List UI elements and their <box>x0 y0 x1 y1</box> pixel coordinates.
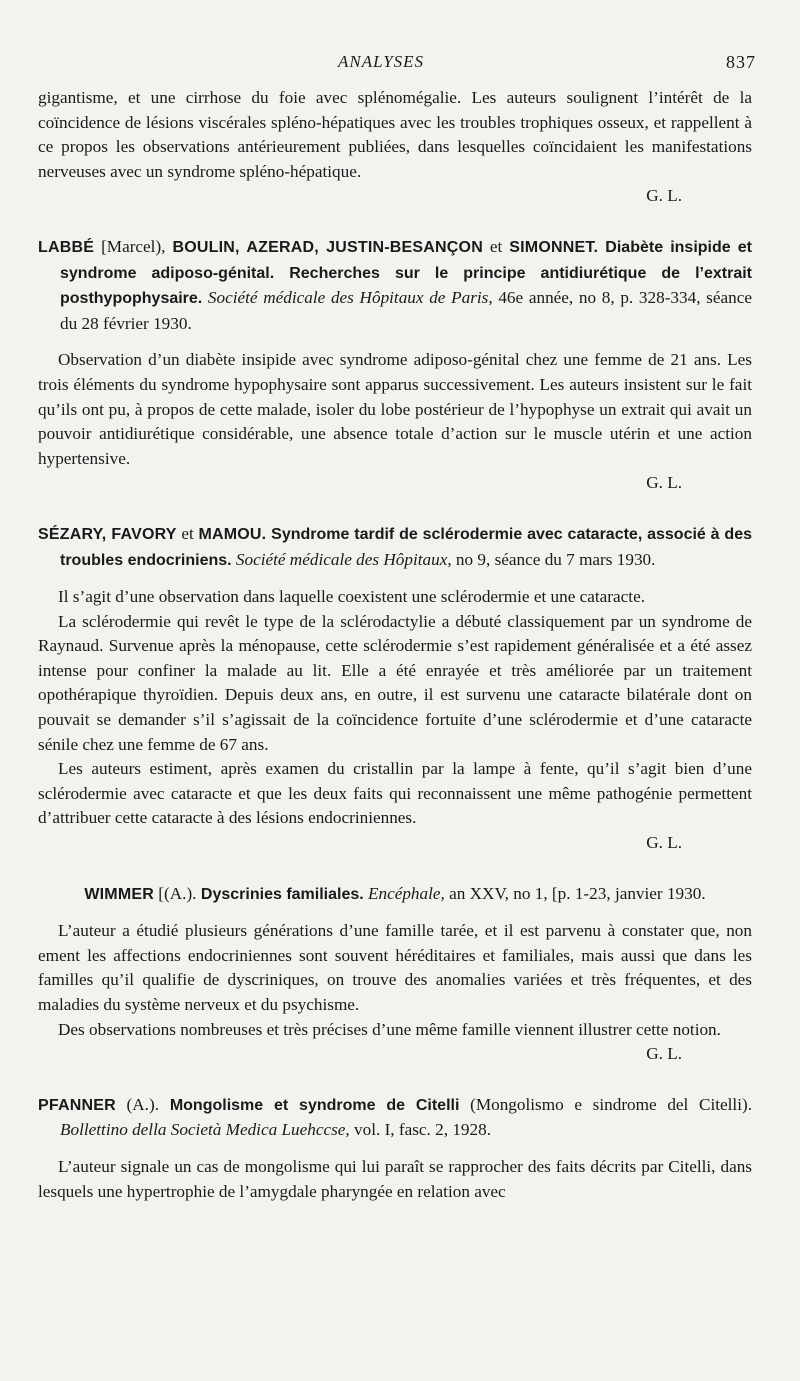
journal-name: Société médicale des Hôpitaux, <box>231 549 452 569</box>
page-number: 837 <box>726 52 756 72</box>
abstract-paragraph: Il s’agit d’une observation dans laquelle coexistent une sclérodermie et une cataracte. <box>58 587 645 607</box>
signature: G. L. <box>646 833 682 853</box>
journal-name: Société médicale des Hôpitaux de Paris, <box>202 288 493 308</box>
authors: SÉZARY, FAVORY <box>38 525 177 543</box>
signature: G. L. <box>646 1044 682 1064</box>
authors: SIMONNET. <box>509 238 599 256</box>
signature: G. L. <box>646 186 682 206</box>
abstract-paragraph: Observation d’un diabète insipide avec syndrome adiposo-génital chez une femme de 21 ans. Les trois éléments du syndrome hypophysaire sont apparus successivement. Les auteurs insistent sur le fait qu’ils ont pu, à propos de cette malade, isoler du lobe postérieur de l’hypophyse un extrait qui avait un pouvoir antidiurétique considérable, une absence totale d’action sur le muscle utérin et une action hypertensive. <box>38 350 752 468</box>
authors: BOULIN, AZERAD, JUSTIN-BESANÇON <box>172 238 483 256</box>
abstract-paragraph: La sclérodermie qui revêt le type de la sclérodactylie a débuté classiquement par un syndrome de Raynaud. Survenue après la ménopause, cette sclérodermie s’est rapidement généralisée et a été assez intense pour confiner la malade au lit. Elle a été enrayée et très améliorée par un traitement opothérapique thyroïdien. Depuis deux ans, en outre, il est survenu une cataracte bilatérale dont on pouvait se demander s’il s’agissait de la coïncidence fortuite d’une sclérodermie et d’une cataracte sénile chez une femme de 67 ans. <box>38 611 752 754</box>
author-firstname: (A.). <box>115 1094 159 1114</box>
journal-name: Bollettino della Società Medica Luehccse, <box>60 1120 350 1140</box>
signature: G. L. <box>646 473 682 493</box>
review-entry <box>38 1093 752 1204</box>
article-title: Dyscrinies familiales. <box>196 885 364 903</box>
citation: an XXV, no 1, [p. 1-23, janvier 1930. <box>444 883 706 903</box>
author-firstname: [Marcel), <box>94 236 173 256</box>
abstract-paragraph: Des observations nombreuses et très précises d’une même famille viennent illustrer cette notion. <box>58 1019 721 1039</box>
translated-title: (Mongolismo e sindrome del Citelli). <box>459 1094 752 1114</box>
citation: no 9, séance du 7 mars 1930. <box>451 549 656 569</box>
abstract-paragraph: Les auteurs estiment, après examen du cristallin par la lampe à fente, qu’il s’agit bien d’une sclérodermie avec cataracte et que les deux faits qui reconnaissent une même pathogénie permettent d’attribuer cette cataracte à des lésions endocriniennes. <box>38 759 752 828</box>
authors: LABBÉ <box>38 238 95 256</box>
article-title: Diabète insipide et syndrome adiposo-génital. Recherches sur le principe antidiurétique de l’extrait posthypophysaire. <box>60 238 753 308</box>
entry-heading <box>38 882 752 908</box>
running-head <box>0 52 800 76</box>
conjunction: et <box>482 236 510 256</box>
journal-name: Encéphale, <box>363 883 445 903</box>
entry-heading <box>38 1093 752 1143</box>
abstract-paragraph: L’auteur a étudié plusieurs générations d’une famille tarée, et il est parvenu à constater que, non ement les affections endocriniennes sont souvent héréditaires et familiales, mais aussi que dans les familles qu’il qualifie de dyscriniques, on trouve des anomalies variées et très fréquentes, et des maladies du système nerveux et du psychisme. <box>38 921 752 1014</box>
review-entry <box>38 882 752 1067</box>
article-title: Syndrome tardif de sclérodermie avec cataracte, associé à des troubles endocriniens. <box>60 525 752 569</box>
running-title: ANALYSES <box>338 52 425 71</box>
article-title: Mongolisme et syndrome de Citelli <box>159 1096 460 1114</box>
entry-heading <box>38 235 753 336</box>
author-firstname: [(A.). <box>154 883 197 903</box>
review-entry <box>38 235 752 496</box>
conjunction: et <box>176 523 199 543</box>
review-entry <box>38 522 752 856</box>
authors: WIMMER <box>84 885 154 903</box>
citation: 46e année, no 8, p. 328-334, séance du 28 février 1930. <box>60 288 752 333</box>
authors: MAMOU. <box>198 525 267 543</box>
abstract-paragraph: L’auteur signale un cas de mongolisme qui lui paraît se rapprocher des faits décrits par Citelli, dans lesquels une hypertrophie de l’amygdale pharyngée en relation avec <box>38 1156 752 1201</box>
article-body <box>38 86 752 1204</box>
entry-heading <box>38 522 752 573</box>
authors: PFANNER <box>38 1096 116 1114</box>
citation: vol. I, fasc. 2, 1928. <box>349 1120 492 1140</box>
continuation-paragraph: gigantisme, et une cirrhose du foie avec splénomégalie. Les auteurs soulignent l’intérêt de la coïncidence de lésions viscérales spléno-hépatiques avec les troubles trophiques osseux, et rappellent à ce propos les observations antérieurement publiées, dans lesquelles coïncidaient les manifestations nerveuses avec un syndrome spléno-hépatique. <box>38 88 752 181</box>
